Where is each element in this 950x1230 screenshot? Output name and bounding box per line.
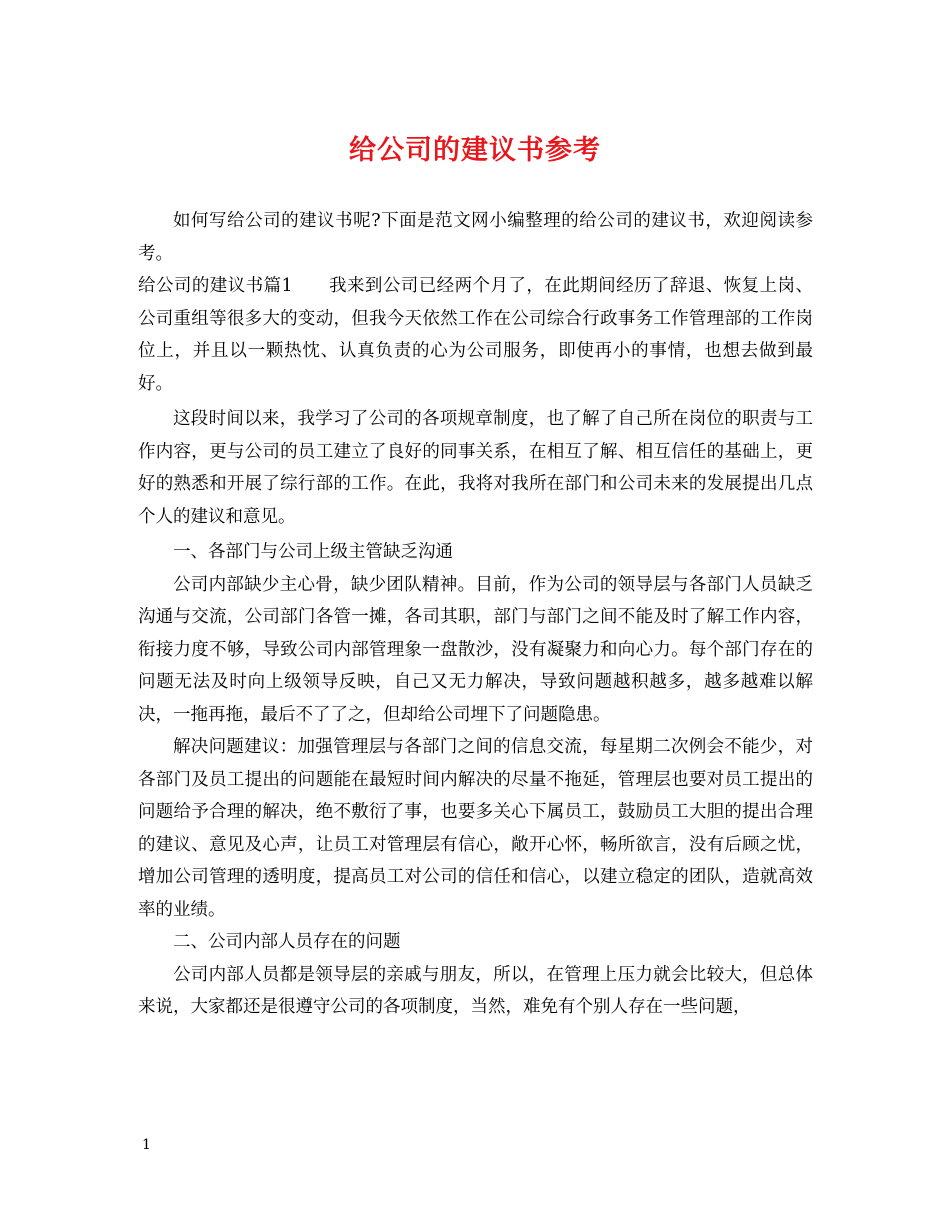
document-body — [138, 205, 813, 1024]
heading-staff-issues: 二、公司内部人员存在的问题 — [173, 932, 401, 952]
heading-communication: 一、各部门与公司上级主管缺乏沟通 — [173, 542, 453, 562]
section-1-paragraph: 给公司的建议书篇1 我来到公司已经两个月了，在此期间经历了辞退、恢复上岗、公司重组等很多大的变动，但我今天依然工作在公司综合行政事务工作管理部的工作岗位上，并且以一颗热忱、认真负责的心为公司服务，即使再小的事情，也想去做到最好。 — [138, 276, 813, 394]
body-paragraph-staff: 公司内部人员都是领导层的亲戚与朋友，所以，在管理上压力就会比较大，但总体来说，大家都还是很遵守公司的各项制度，当然，难免有个别人存在一些问题， — [138, 964, 813, 1017]
page-number: 1 — [142, 1137, 151, 1153]
body-paragraph-communication: 公司内部缺少主心骨，缺少团队精神。目前，作为公司的领导层与各部门人员缺乏沟通与交流，公司部门各管一摊，各司其职，部门与部门之间不能及时了解工作内容，衔接力度不够，导致公司内部管理象一盘散沙，没有凝聚力和向心力。每个部门存在的问题无法及时向上级领导反映，自己又无力解决，导致问题越积越多，越多越难以解决，一拖再拖，最后不了了之，但却给公司埋下了问题隐患。 — [138, 574, 813, 725]
body-paragraph-2: 这段时间以来，我学习了公司的各项规章制度，也了解了自己所在岗位的职责与工作内容，更与公司的员工建立了良好的同事关系，在相互了解、相互信任的基础上，更好的熟悉和开展了综行部的工作。在此，我将对我所在部门和公司未来的发展提出几点个人的建议和意见。 — [138, 409, 813, 527]
body-paragraph-suggestion: 解决问题建议：加强管理层与各部门之间的信息交流，每星期二次例会不能少，对各部门及员工提出的问题能在最短时间内解决的尽量不拖延，管理层也要对员工提出的问题给予合理的解决，绝不敷衍了事，也要多关心下属员工，鼓励员工大胆的提出合理的建议、意见及心声，让员工对管理层有信心，敞开心怀，畅所欲言，没有后顾之忧，增加公司管理的透明度，提高员工对公司的信任和信心，以建立稳定的团队，造就高效率的业绩。 — [138, 737, 813, 920]
document-title: 给公司的建议书参考 — [349, 135, 601, 166]
intro-paragraph: 如何写给公司的建议书呢?下面是范文网小编整理的给公司的建议书，欢迎阅读参考。 — [138, 211, 813, 264]
